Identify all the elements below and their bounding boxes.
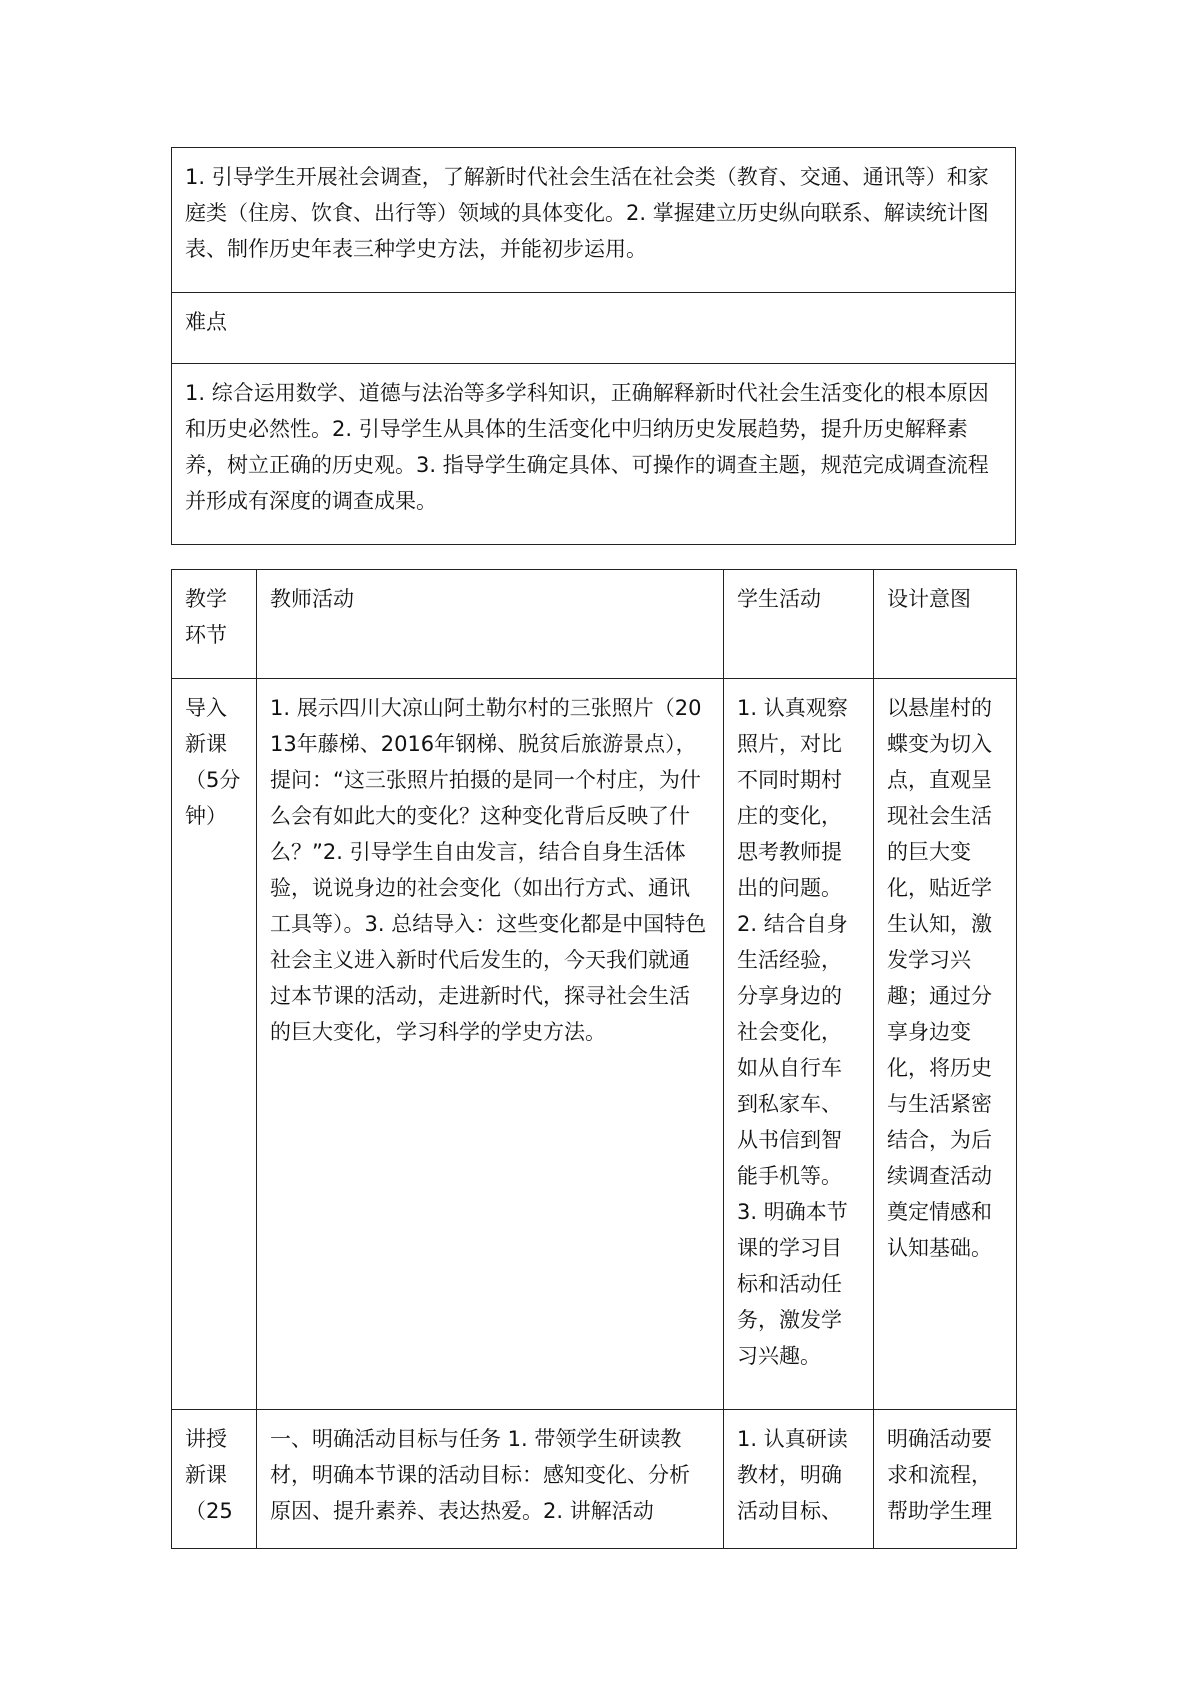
design-intent-cell: 明确活动要求和流程，帮助学生理 (874, 1410, 1017, 1549)
difficulty-label: 难点 (172, 293, 1016, 364)
teaching-process-table (171, 569, 1017, 1549)
teacher-activity-cell: 1. 展示四川大凉山阿土勒尔村的三张照片（2013年藤梯、2016年钢梯、脱贫后旅游景点），提问：“这三张照片拍摄的是同一个村庄，为什么会有如此大的变化？这种变化背后反映了什么？”2. 引导学生自由发言，结合自身生活体验，说说身边的社会变化（如出行方式、通讯工具等）。3. 总结导入：这些变化都是中国特色社会主义进入新时代后发生的，今天我们就通过本节课的活动，走进新时代，探寻社会生活的巨大变化，学习科学的学史方法。 (257, 679, 724, 1410)
table-header-row (172, 570, 1017, 679)
header-design-intent: 设计意图 (874, 570, 1017, 679)
table-row (172, 679, 1017, 1410)
difficulty-cell: 1. 综合运用数学、道德与法治等多学科知识，正确解释新时代社会生活变化的根本原因和历史必然性。2. 引导学生从具体的生活变化中归纳历史发展趋势，提升历史解释素养，树立正确的历史观。3. 指导学生确定具体、可操作的调查主题，规范完成调查流程并形成有深度的调查成果。 (172, 364, 1016, 545)
stage-cell: 讲授新课（25 (172, 1410, 257, 1549)
stage-cell: 导入新课（5分钟） (172, 679, 257, 1410)
header-student-activity: 学生活动 (724, 570, 874, 679)
objectives-table (171, 147, 1016, 545)
key-points-cell: 1. 引导学生开展社会调查，了解新时代社会生活在社会类（教育、交通、通讯等）和家庭类（住房、饮食、出行等）领域的具体变化。2. 掌握建立历史纵向联系、解读统计图表、制作历史年表三种学史方法，并能初步运用。 (172, 148, 1016, 293)
design-intent-cell: 以悬崖村的蝶变为切入点，直观呈现社会生活的巨大变化，贴近学生认知，激发学习兴趣；通过分享身边变化，将历史与生活紧密结合，为后续调查活动奠定情感和认知基础。 (874, 679, 1017, 1410)
student-activity-cell: 1. 认真研读教材，明确活动目标、 (724, 1410, 874, 1549)
teacher-activity-cell: 一、明确活动目标与任务 1. 带领学生研读教材，明确本节课的活动目标：感知变化、分析原因、提升素养、表达热爱。2. 讲解活动 (257, 1410, 724, 1549)
student-activity-cell: 1. 认真观察照片，对比不同时期村庄的变化，思考教师提出的问题。2. 结合自身生活经验，分享身边的社会变化，如从自行车到私家车、从书信到智能手机等。3. 明确本节课的学习目标和活动任务，激发学习兴趣。 (724, 679, 874, 1410)
header-teacher-activity: 教师活动 (257, 570, 724, 679)
header-stage: 教学环节 (172, 570, 257, 679)
table-row (172, 1410, 1017, 1549)
